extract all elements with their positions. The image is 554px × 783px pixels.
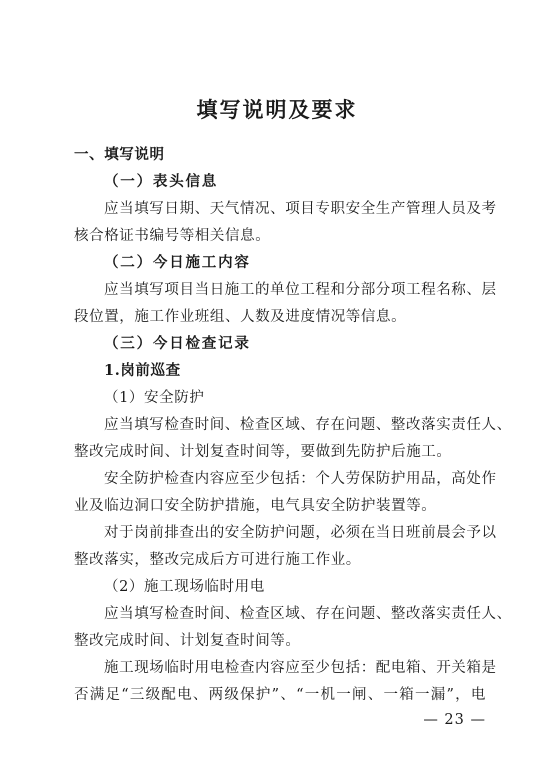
paragraph-line: 核合格证书编号等相关信息。 <box>74 228 271 244</box>
page-title: 填写说明及要求 <box>196 97 358 122</box>
paragraph-line: 否满足“三级配电、两级保护”、“一机一闸、一箱一漏”，电 <box>74 687 486 703</box>
paragraph-line: 应当填写检查时间、检查区域、存在问题、整改落实责任人、 <box>104 417 512 433</box>
part-heading-safety: （1）安全防护 <box>104 390 205 406</box>
paragraph-line: 对于岗前排查出的安全防护问题，必须在当日班前晨会予以 <box>104 525 497 541</box>
page-number: — 23 — <box>423 712 486 728</box>
subsection-heading-inspection: （三）今日检查记录 <box>104 335 251 352</box>
item-heading-pre-shift: 1.岗前巡查 <box>104 362 181 379</box>
paragraph-line: 应当填写项目当日施工的单位工程和分部分项工程名称、层 <box>104 282 497 298</box>
paragraph-line: 业及临边洞口安全防护措施，电气具安全防护装置等。 <box>74 498 437 514</box>
paragraph-line: 整改完成时间、计划复查时间等。 <box>74 633 301 649</box>
paragraph-line: 施工现场临时用电检查内容应至少包括：配电箱、开关箱是 <box>104 660 497 676</box>
paragraph-line: 整改落实，整改完成后方可进行施工作业。 <box>74 552 361 568</box>
subsection-heading-construction: （二）今日施工内容 <box>104 254 251 271</box>
subsection-heading-header-info: （一）表头信息 <box>104 173 219 190</box>
paragraph-line: 应当填写日期、天气情况、项目专职安全生产管理人员及考 <box>104 201 497 217</box>
paragraph-line: 整改完成时间、计划复查时间等，要做到先防护后施工。 <box>74 444 452 460</box>
paragraph-line: 应当填写检查时间、检查区域、存在问题、整改落实责任人、 <box>104 606 512 622</box>
part-heading-electricity: （2）施工现场临时用电 <box>104 579 265 595</box>
paragraph-line: 安全防护检查内容应至少包括：个人劳保防护用品，高处作 <box>104 471 497 487</box>
paragraph-line: 段位置，施工作业班组、人数及进度情况等信息。 <box>74 309 407 325</box>
section-heading-instructions: 一、填写说明 <box>74 147 165 163</box>
